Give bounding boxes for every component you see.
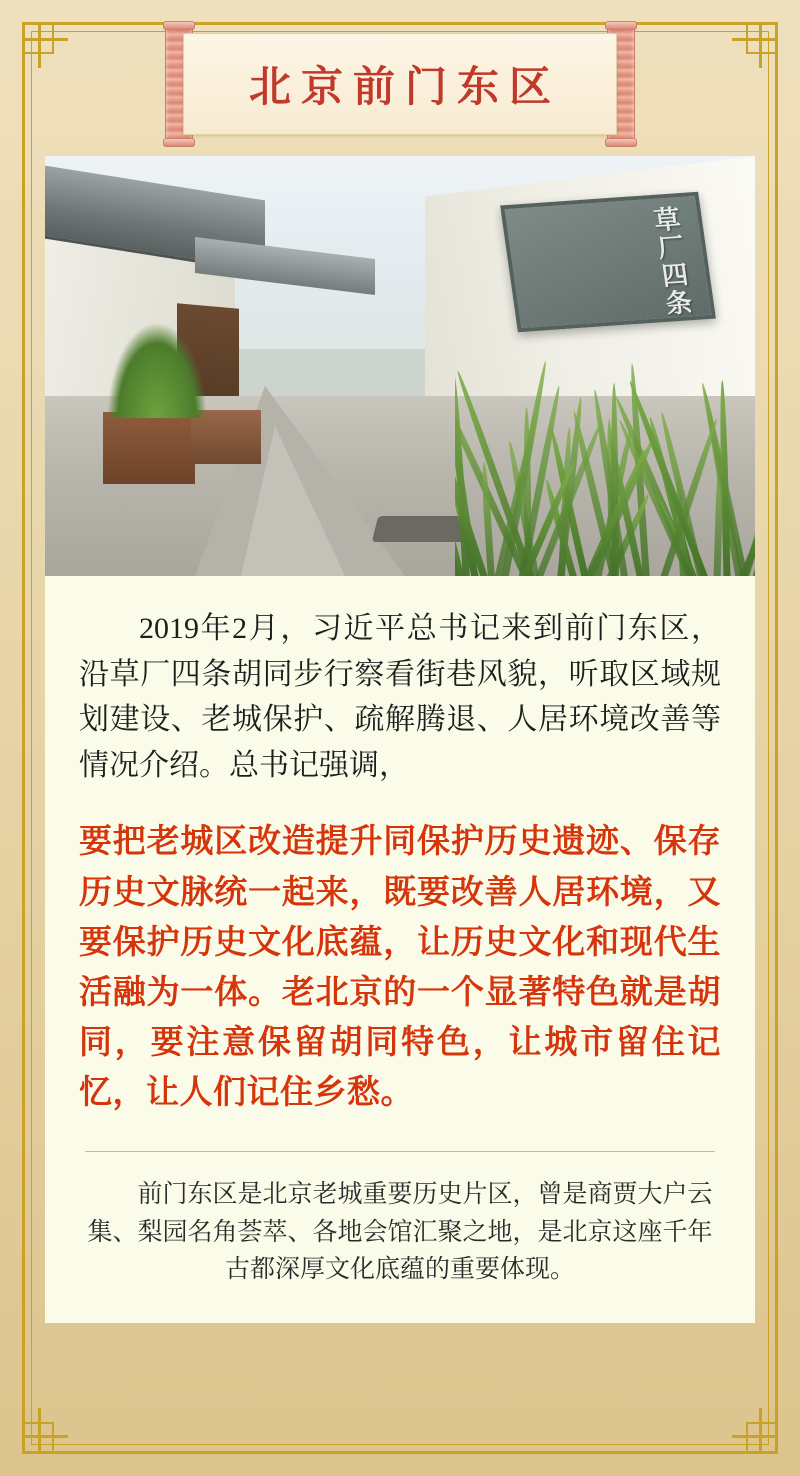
photo-potted-plant — [107, 322, 207, 418]
page-title: 北京前门东区 — [248, 65, 561, 111]
section-divider — [85, 1151, 715, 1152]
photo-street-plaque — [500, 192, 716, 333]
hutong-street-image — [45, 156, 755, 576]
quote-paragraph: 要把老城区改造提升同保护历史遗迹、保存历史文脉统一起来，既要改善人居环境，又要保护历史文化底蕴，让历史文化和现代生活融为一体。老北京的一个显著特色就是胡同，要注意保留胡同特色，让城市留住记忆，让人们记住乡愁。 — [79, 821, 721, 1112]
intro-paragraph: 2019年2月，习近平总书记来到前门东区，沿草厂四条胡同步行察看街巷风貌，听取区域规划建设、老城保护、疏解腾退、人居环境改善等情况介绍。总书记强调， — [79, 612, 721, 782]
title-paper — [183, 33, 617, 135]
photo-planter-box — [103, 412, 195, 484]
photo-plaque-text: 草厂四条 — [648, 205, 694, 319]
article-card — [45, 576, 755, 1323]
poster-content — [45, 10, 755, 1431]
title-scroll-banner — [165, 24, 635, 142]
hero-photo — [45, 156, 755, 576]
photo-planter-box-small — [191, 410, 261, 464]
photo-grass-cluster — [455, 346, 755, 576]
note-paragraph: 前门东区是北京老城重要历史片区，曾是商贾大户云集、梨园名角荟萃、各地会馆汇聚之地，是北京这座千年古都深厚文化底蕴的重要体现。 — [87, 1181, 713, 1284]
